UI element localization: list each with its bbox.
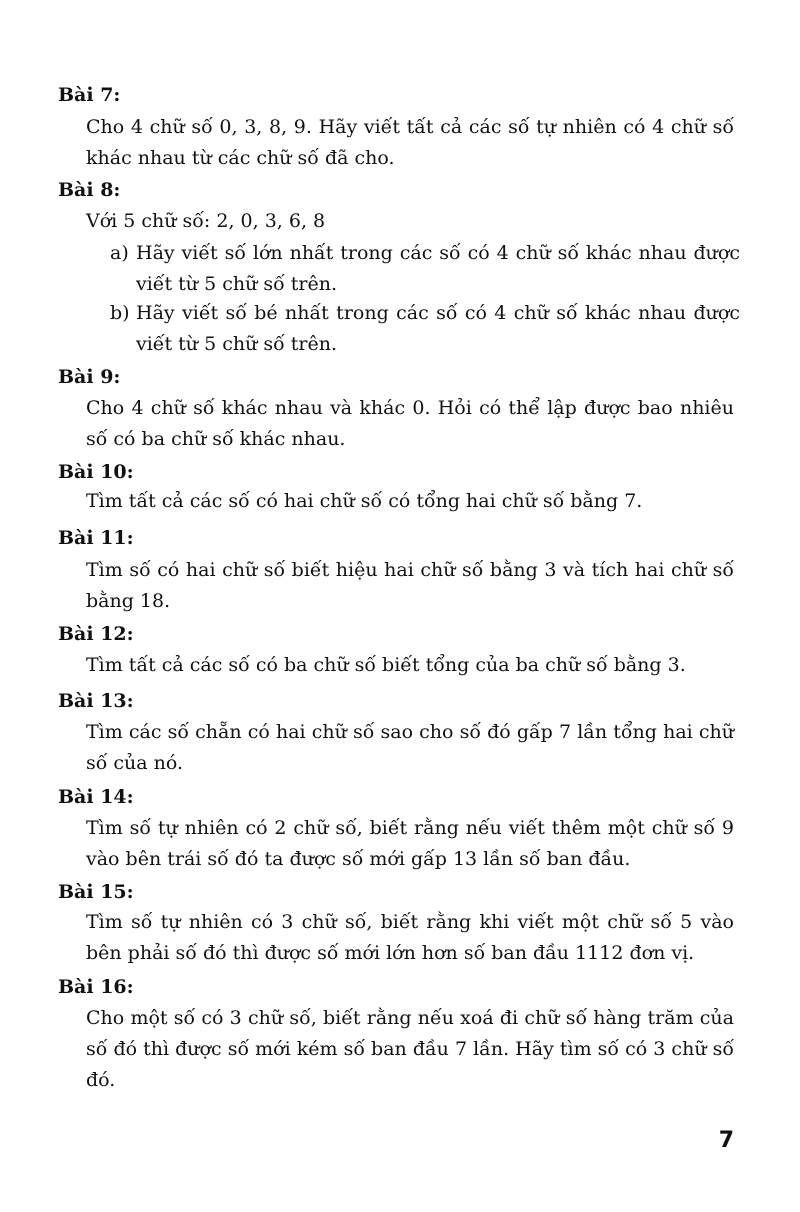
problem-14-title: Bài 14:	[58, 786, 134, 808]
problem-11-title: Bài 11:	[58, 527, 134, 549]
problem-15-title: Bài 15:	[58, 881, 134, 903]
problem-13-text: Tìm các số chẵn có hai chữ số sao cho số đó gấp 7 lần tổng hai chữ số của nó.	[86, 721, 734, 774]
problem-8-item-b	[110, 298, 740, 360]
problem-16-text: Cho một số có 3 chữ số, biết rằng nếu xoá đi chữ số hàng trăm của số đó thì được số mới kém số ban đầu 7 lần. Hãy tìm số có 3 chữ số đó.	[86, 1007, 734, 1091]
problem-8-text: Với 5 chữ số: 2, 0, 3, 6, 8	[86, 210, 326, 232]
problem-11-text: Tìm số có hai chữ số biết hiệu hai chữ số bằng 3 và tích hai chữ số bằng 18.	[86, 559, 734, 612]
problem-10-title: Bài 10:	[58, 461, 134, 483]
problem-12-title: Bài 12:	[58, 623, 134, 645]
problem-12-text: Tìm tất cả các số có ba chữ số biết tổng của ba chữ số bằng 3.	[86, 654, 686, 676]
problem-14-text: Tìm số tự nhiên có 2 chữ số, biết rằng nếu viết thêm một chữ số 9 vào bên trái số đó ta được số mới gấp 13 lần số ban đầu.	[86, 817, 734, 870]
problem-15-text: Tìm số tự nhiên có 3 chữ số, biết rằng khi viết một chữ số 5 vào bên phải số đó thì được số mới lớn hơn số ban đầu 1112 đơn vị.	[86, 911, 734, 964]
problem-16-title: Bài 16:	[58, 976, 134, 998]
item-marker: b)	[110, 302, 130, 324]
problem-7-text: Cho 4 chữ số 0, 3, 8, 9. Hãy viết tất cả các số tự nhiên có 4 chữ số khác nhau từ các chữ số đã cho.	[86, 116, 734, 169]
problem-9-title: Bài 9:	[58, 366, 121, 388]
problem-7-title: Bài 7:	[58, 84, 121, 106]
item-text: Hãy viết số lớn nhất trong các số có 4 chữ số khác nhau được viết từ 5 chữ số trên.	[136, 242, 740, 295]
problem-8-item-a	[110, 238, 740, 300]
problem-9-text: Cho 4 chữ số khác nhau và khác 0. Hỏi có thể lập được bao nhiêu số có ba chữ số khác nhau.	[86, 397, 734, 450]
problem-13-title: Bài 13:	[58, 690, 134, 712]
item-text: Hãy viết số bé nhất trong các số có 4 chữ số khác nhau được viết từ 5 chữ số trên.	[136, 302, 740, 355]
problem-10-text: Tìm tất cả các số có hai chữ số có tổng hai chữ số bằng 7.	[86, 490, 643, 512]
page-number: 7	[718, 1128, 734, 1153]
item-marker: a)	[110, 242, 129, 264]
problem-8-title: Bài 8:	[58, 179, 121, 201]
